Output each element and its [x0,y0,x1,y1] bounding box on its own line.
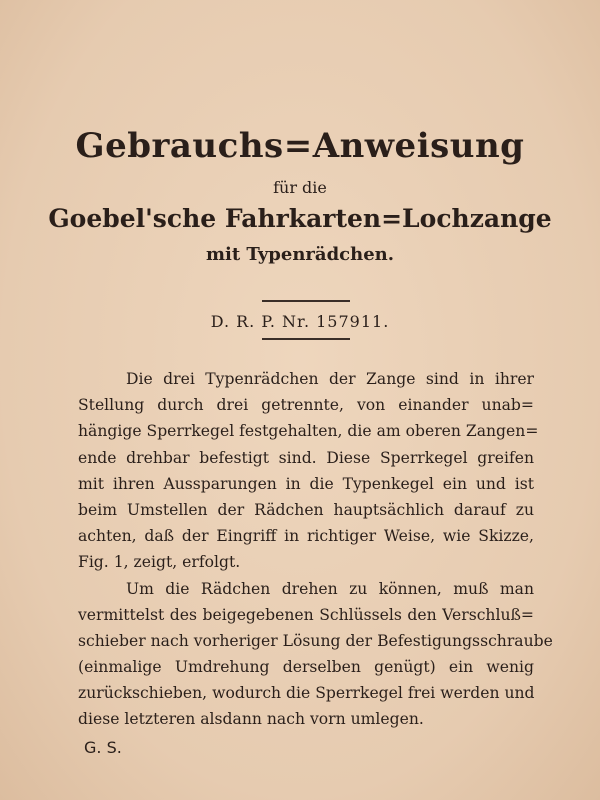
paragraph-1-line: Fig. 1, zeigt, erfolgt. [78,553,241,572]
paragraph-2-line: schieber nach vorheriger Lösung der Befestigungsschraube [78,631,553,650]
paragraph-2-line: diese letzteren alsdann nach vorn umlegen. [78,710,424,729]
divider-bottom [262,338,350,340]
product-name: Goebel'sche Fahrkarten=Lochzange [48,204,552,233]
paragraph-1-line: hängige Sperrkegel festgehalten, die am oberen Zangen= [78,422,539,441]
body-text [78,366,553,733]
subtitle-fuer-die: für die [273,178,327,197]
paragraph-1-line: ende drehbar befestigt sind. Diese Sperrkegel greifen [78,448,534,467]
paragraph-1-line: beim Umstellen der Rädchen hauptsächlich darauf zu [78,500,534,519]
paragraph-1-line: Stellung durch drei getrennte, von einander unab= [78,396,534,415]
patent-number: D. R. P. Nr. 157911. [210,312,390,331]
document-title: Gebrauchs=Anweisung [75,126,525,166]
paragraph-1-line: mit ihren Aussparungen in die Typenkegel ein und ist [78,474,534,493]
paragraph-2-line: vermittelst des beigegebenen Schlüssels den Verschluß= [78,605,534,624]
divider-top [262,300,350,302]
product-subtitle: mit Typenrädchen. [205,244,395,265]
paragraph-2-line: zurückschieben, wodurch die Sperrkegel frei werden und [78,684,535,703]
paragraph-1-line: achten, daß der Eingriff in richtiger Weise, wie Skizze, [78,527,534,546]
paragraph-2-line: Um die Rädchen drehen zu können, muß man [126,579,534,598]
paragraph-1-line: Die drei Typenrädchen der Zange sind in ihrer [126,370,534,388]
initials: G. S. [84,738,122,757]
paragraph-2-line: (einmalige Umdrehung derselben genügt) ein wenig [78,658,534,677]
